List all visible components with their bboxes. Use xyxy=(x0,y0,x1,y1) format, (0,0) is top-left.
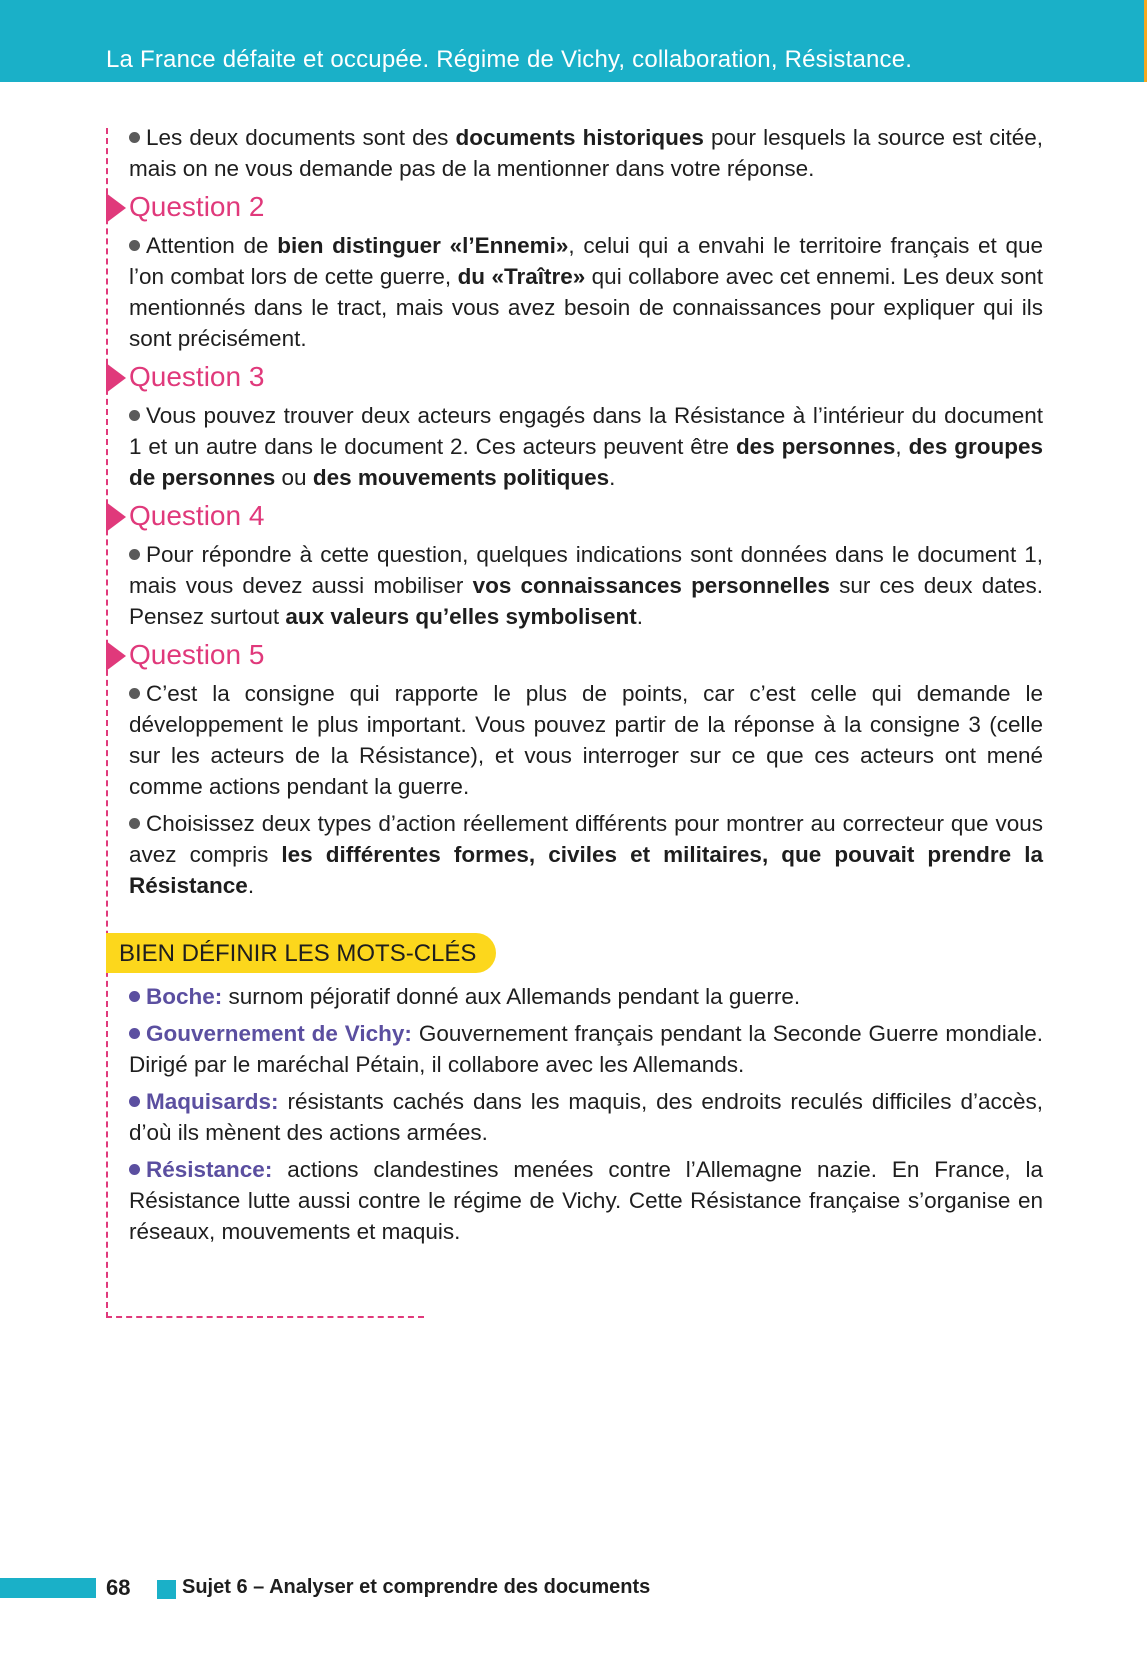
text-segment: Pour répondre à cette question, quelques indications sont données dans le document 1, mais vous devez aussi mobiliser xyxy=(129,542,1043,598)
keywords-banner xyxy=(106,933,496,973)
keyword-term: Résistance: xyxy=(146,1157,273,1182)
arrow-right-icon xyxy=(106,502,126,532)
bullet-icon xyxy=(129,1096,140,1107)
text-segment: Les deux documents sont des xyxy=(146,125,456,150)
question-label: Question 3 xyxy=(129,361,265,392)
emphasis: des mouvements politiques xyxy=(312,465,610,490)
keyword-definition: Gouvernement français pendant la Seconde Guerre mondiale. Dirigé par le maréchal Pétain, il collabore avec les Allemands. xyxy=(129,1021,1043,1077)
question-label: Question 2 xyxy=(129,191,265,222)
keyword-item xyxy=(129,1086,1043,1148)
question-2-heading xyxy=(129,190,1043,224)
bullet-icon xyxy=(129,818,140,829)
emphasis: bien distinguer «l’Ennemi» xyxy=(277,233,569,258)
keyword-item xyxy=(129,1018,1043,1080)
question-5-paragraph-2 xyxy=(129,808,1043,901)
text-segment: . xyxy=(636,604,644,629)
bullet-icon xyxy=(129,1028,140,1039)
text-segment: , xyxy=(895,434,909,459)
bullet-icon xyxy=(129,410,140,421)
arrow-right-icon xyxy=(106,641,126,671)
bullet-icon xyxy=(129,240,140,251)
text-segment: Choisissez deux types d’action réellement différents pour montrer au correcteur que vous avez compris xyxy=(129,811,1043,867)
bullet-icon xyxy=(129,1164,140,1175)
question-label: Question 5 xyxy=(129,639,265,670)
emphasis: aux valeurs qu’elles symbolisent xyxy=(285,604,637,629)
emphasis: les différentes formes, civiles et militaires, que pouvait prendre la Résistance xyxy=(129,842,1043,898)
question-4-heading xyxy=(129,499,1043,533)
arrow-right-icon xyxy=(106,363,126,393)
arrow-right-icon xyxy=(106,193,126,223)
page-header xyxy=(0,0,1147,82)
text-segment: ou xyxy=(275,465,313,490)
keyword-term: Boche: xyxy=(146,984,223,1009)
question-2-paragraph xyxy=(129,230,1043,354)
bullet-icon xyxy=(129,549,140,560)
bullet-icon xyxy=(129,688,140,699)
chapter-title: La France défaite et occupée. Régime de Vichy, collaboration, Résistance. xyxy=(106,46,913,73)
text-segment: , celui qui a envahi le territoire français et que l’on combat lors de cette guerre, xyxy=(129,233,1044,289)
text-segment: . xyxy=(609,465,616,490)
footer-square-icon xyxy=(157,1580,176,1599)
text-segment: . xyxy=(247,873,255,898)
question-3-paragraph xyxy=(129,400,1043,493)
intro-paragraph xyxy=(129,122,1043,184)
question-4-paragraph xyxy=(129,539,1043,632)
question-label: Question 4 xyxy=(129,500,265,531)
bullet-icon xyxy=(129,132,140,143)
question-5-heading xyxy=(129,638,1043,672)
text-segment: Vous pouvez trouver deux acteurs engagés dans la Résistance à l’intérieur du document 1 et un autre dans le document 2. Ces acteurs peuvent être xyxy=(129,403,1043,459)
keyword-definition: actions clandestines menées contre l’Allemagne nazie. En France, la Résistance lutte aussi contre le régime de Vichy. Cette Résistance française s’organise en réseaux, mouvements et maquis. xyxy=(129,1157,1043,1244)
emphasis: du «Traître» xyxy=(457,264,586,289)
text-segment: sur ces deux dates. Pensez surtout xyxy=(129,573,1043,629)
keyword-item xyxy=(129,1154,1043,1247)
text-segment: pour lesquels la source est citée, mais on ne vous demande pas de la mentionner dans votre réponse. xyxy=(129,125,1043,181)
keywords-title: BIEN DÉFINIR LES MOTS-CLÉS xyxy=(119,940,477,967)
question-5-paragraph-1 xyxy=(129,678,1043,802)
keyword-term: Maquisards: xyxy=(146,1089,279,1114)
text-segment: C’est la consigne qui rapporte le plus de points, car c’est celle qui demande le développement le plus important. Vous pouvez partir de la réponse à la consigne 3 (celle sur les acteurs de la Résistance), et vous interroger sur ce que ces acteurs ont mené comme actions pendant la guerre. xyxy=(129,681,1043,799)
text-segment: qui collabore avec cet ennemi. Les deux sont mentionnés dans le tract, mais vous avez besoin de connaissances pour expliquer qui ils sont précisément. xyxy=(129,264,1043,351)
margin-dashed-line xyxy=(106,128,108,1318)
bottom-dashed-line xyxy=(106,1316,424,1318)
emphasis: vos connaissances personnelles xyxy=(472,573,830,598)
footer-bar xyxy=(0,1578,96,1598)
keyword-definition: résistants cachés dans les maquis, des endroits reculés difficiles d’accès, d’où ils mènent des actions armées. xyxy=(129,1089,1043,1145)
main-content xyxy=(119,122,1044,1253)
emphasis: des personnes xyxy=(735,434,896,459)
emphasis: des groupes de personnes xyxy=(129,434,1043,490)
question-3-heading xyxy=(129,360,1043,394)
bullet-icon xyxy=(129,991,140,1002)
footer-running-title: Sujet 6 – Analyser et comprendre des documents xyxy=(182,1576,651,1598)
keyword-term: Gouvernement de Vichy: xyxy=(146,1021,412,1046)
emphasis: documents historiques xyxy=(455,125,704,150)
page-number: 68 xyxy=(106,1575,131,1600)
keyword-definition: surnom péjoratif donné aux Allemands pendant la guerre. xyxy=(222,984,801,1009)
keyword-item xyxy=(129,981,1043,1012)
text-segment: Attention de xyxy=(146,233,278,258)
